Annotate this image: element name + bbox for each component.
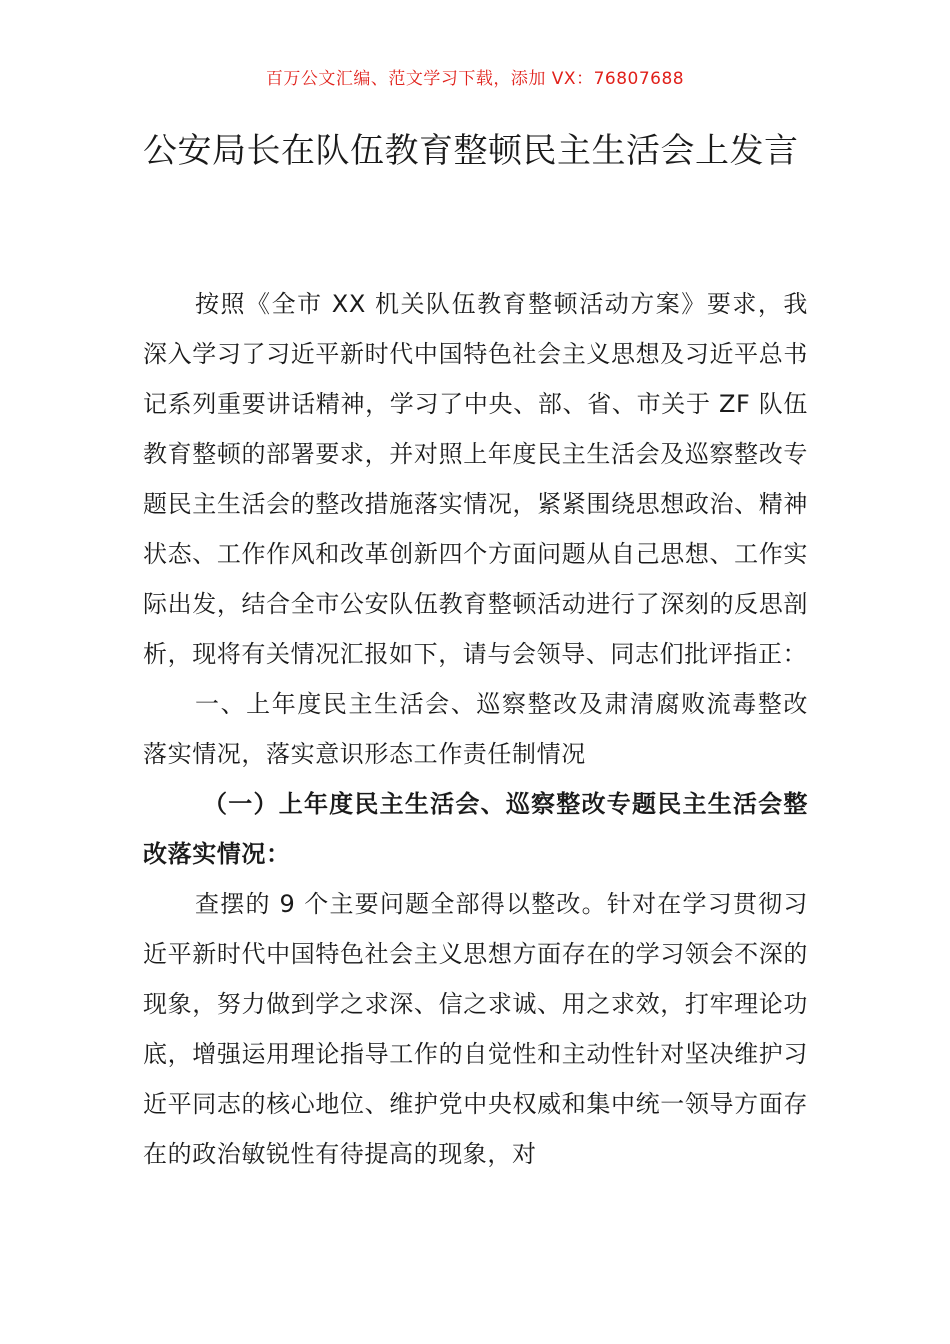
- intro-paragraph: 按照《全市 XX 机关队伍教育整顿活动方案》要求，我深入学习了习近平新时代中国特色社会主义思想及习近平总书记系列重要讲话精神，学习了中央、部、省、市关于 ZF 队伍教育整顿的部署要求，并对照上年度民主生活会及巡察整改专题民主生活会的整改措施落实情况，紧紧围绕思想政治、精神状态、工作作风和改革创新四个方面问题从自己思想、工作实际出发，结合全市公安队伍教育整顿活动进行了深刻的反思剖析，现将有关情况汇报如下，请与会领导、同志们批评指正：: [143, 290, 808, 668]
- subsection-heading-1: （一）上年度民主生活会、巡察整改专题民主生活会整改落实情况：: [143, 790, 808, 868]
- document-title: 公安局长在队伍教育整顿民主生活会上发言: [143, 131, 799, 171]
- section-heading-1: 一、上年度民主生活会、巡察整改及肃清腐败流毒整改落实情况，落实意识形态工作责任制情况: [143, 690, 808, 768]
- header-note: 百万公文汇编、范文学习下载，添加 VX：76807688: [265, 69, 685, 89]
- body-paragraph: 查摆的 9 个主要问题全部得以整改。针对在学习贯彻习近平新时代中国特色社会主义思想方面存在的学习领会不深的现象，努力做到学之求深、信之求诚、用之求效，打牢理论功底，增强运用理论指导工作的自觉性和主动性针对坚决维护习近平同志的核心地位、维护党中央权威和集中统一领导方面存在的政治敏锐性有待提高的现象，对: [143, 890, 808, 1168]
- document-body: [143, 279, 808, 1179]
